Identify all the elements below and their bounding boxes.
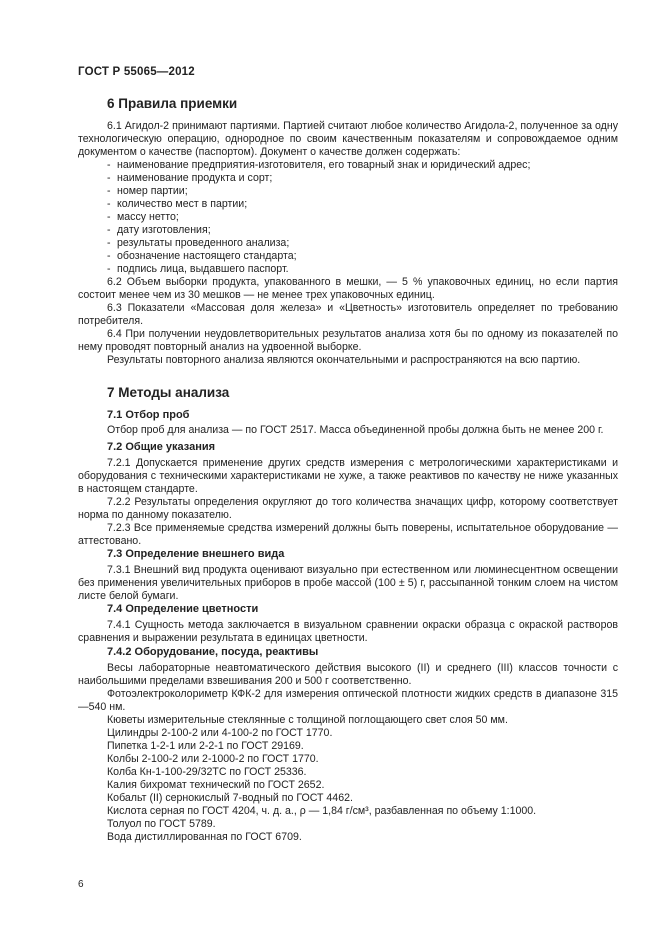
section-7-title: 7 Методы анализа [107, 385, 230, 400]
list-item: - наименование предприятия-изготовителя, его товарный знак и юридический адрес; [107, 159, 531, 171]
heading-7-1: 7.1 Отбор проб [107, 409, 190, 421]
paragraph-7-1: Отбор проб для анализа — по ГОСТ 2517. Масса объединенной пробы должна быть не менее 200 г. [107, 424, 604, 436]
heading-7-4-2: 7.4.2 Оборудование, посуда, реактивы [107, 646, 319, 658]
list-item: - массу нетто; [107, 211, 179, 223]
list-item: Вода дистиллированная по ГОСТ 6709. [107, 831, 302, 843]
paragraph-6-3: 6.3 Показатели «Массовая доля железа» и «Цветность» изготовитель определяет по требованию потребителя. [78, 302, 618, 327]
paragraph-6-1-text: 6.1 Агидол-2 принимают партиями. Партией считают любое количество Агидола-2, полученное за одну технологическую операцию, однородное по своим качественным показателям и сопровождаемое одним документом о качестве (паспортом). Документ о качестве должен содержать: [78, 120, 618, 158]
paragraph-6-2: 6.2 Объем выборки продукта, упакованного в мешки, — 5 % упаковочных единиц, но если партия состоит менее чем из 30 мешков — не менее трех упаковочных единиц. [78, 276, 618, 301]
list-item: - результаты проведенного анализа; [107, 237, 290, 249]
list-item: - обозначение настоящего стандарта; [107, 250, 297, 262]
list-item: Колба Кн-1-100-29/32ТС по ГОСТ 25336. [107, 766, 307, 778]
list-item: Цилиндры 2-100-2 или 4-100-2 по ГОСТ 1770. [107, 727, 333, 739]
list-item: Кислота серная по ГОСТ 4204, ч. д. а., ρ — 1,84 г/см³, разбавленная по объему 1:1000. [107, 805, 537, 817]
heading-7-3: 7.3 Определение внешнего вида [107, 548, 285, 560]
document-header: ГОСТ Р 55065—2012 [78, 66, 195, 78]
list-item: Колбы 2-100-2 или 2-1000-2 по ГОСТ 1770. [107, 753, 319, 765]
paragraph-scales: Весы лабораторные неавтоматического действия высокого (II) и среднего (III) классов точности с наибольшими пределами взвешивания 200 и 500 г соответственно. [78, 662, 618, 687]
list-item: Толуол по ГОСТ 5789. [107, 818, 216, 830]
paragraph-6-1 [78, 120, 618, 159]
paragraph-7-4-1: 7.4.1 Сущность метода заключается в визуальном сравнении окраски образца с окраской растворов сравнения и выражении результата в единицах цветности. [78, 619, 618, 644]
section-6-title: 6 Правила приемки [107, 96, 238, 111]
heading-7-4: 7.4 Определение цветности [107, 603, 259, 615]
paragraph-final-results: Результаты повторного анализа являются окончательными и распространяются на всю партию. [107, 354, 581, 366]
page-number: 6 [78, 879, 84, 890]
paragraph-7-2-2: 7.2.2 Результаты определения округляют до того количества значащих цифр, которому соответствует норма по данному показателю. [78, 496, 618, 521]
paragraph-7-3-1: 7.3.1 Внешний вид продукта оценивают визуально при естественном или люминесцентном освещении без применения увеличительных приборов в пробе массой (100 ± 5) г, рассыпанной тонким слоем на чистом листе белой бумаги. [78, 564, 618, 602]
paragraph-7-2-3: 7.2.3 Все применяемые средства измерений должны быть поверены, испытательное оборудование — аттестовано. [78, 522, 618, 547]
heading-7-2: 7.2 Общие указания [107, 441, 216, 453]
paragraph-7-2-1: 7.2.1 Допускается применение других средств измерения с метрологическими характеристиками и оборудования с техническими характеристиками не хуже, а также реактивов по качеству не ниже указанных в настоящем стандарте. [78, 457, 618, 495]
list-item: - подпись лица, выдавшего паспорт. [107, 263, 289, 275]
list-item: Кобальт (II) сернокислый 7-водный по ГОСТ 4462. [107, 792, 353, 804]
list-item: Калия бихромат технический по ГОСТ 2652. [107, 779, 325, 791]
list-item: Кюветы измерительные стеклянные с толщиной поглощающего свет слоя 50 мм. [107, 714, 508, 726]
paragraph-6-4: 6.4 При получении неудовлетворительных результатов анализа хотя бы по одному из показателей по нему проводят повторный анализ на удвоенной выборке. [78, 328, 618, 353]
paragraph-photocolorimeter: Фотоэлектроколориметр КФК-2 для измерения оптической плотности жидких средств в диапазоне 315—540 нм. [78, 688, 618, 713]
list-item: Пипетка 1-2-1 или 2-2-1 по ГОСТ 29169. [107, 740, 304, 752]
list-item: - наименование продукта и сорт; [107, 172, 273, 184]
list-item: - количество мест в партии; [107, 198, 248, 210]
list-item: - дату изготовления; [107, 224, 211, 236]
list-item: - номер партии; [107, 185, 188, 197]
